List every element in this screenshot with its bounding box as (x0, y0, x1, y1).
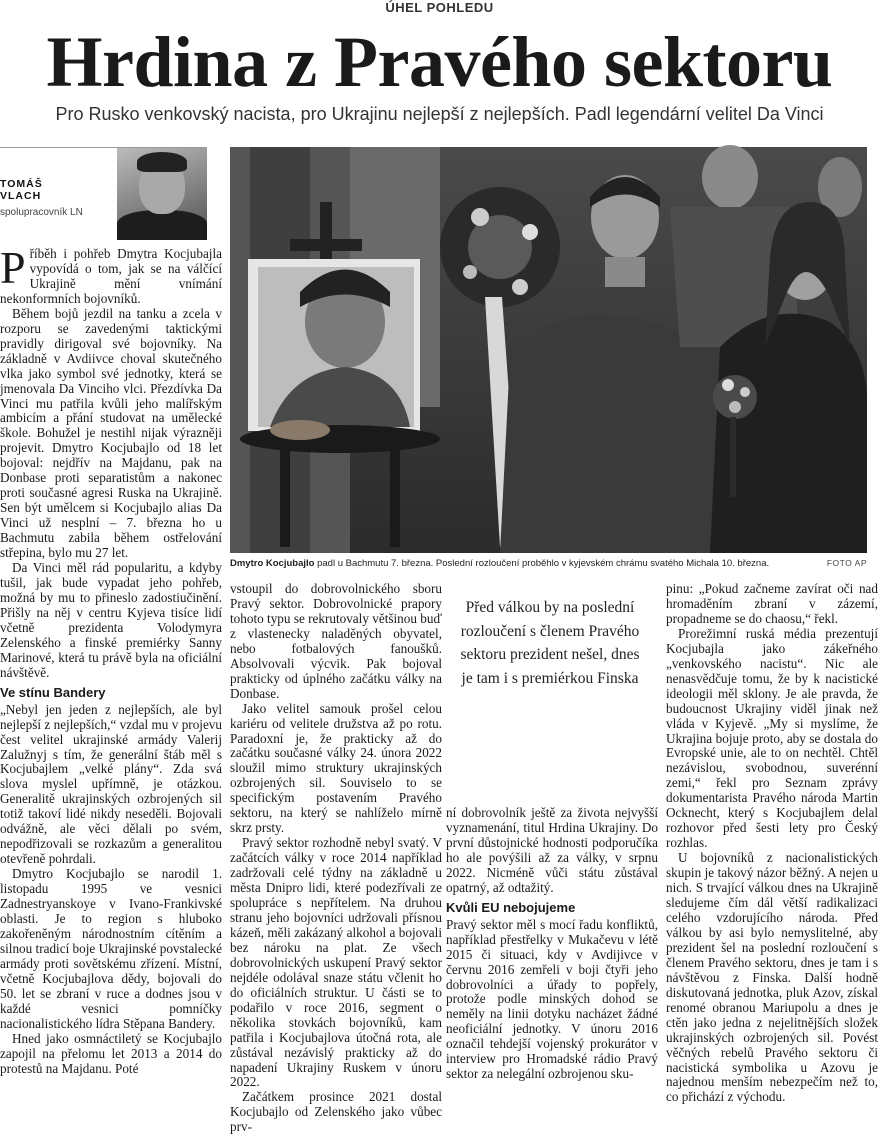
article-column-3: ní dobrovolník ještě za života nejvyšší vyznamenání, titul Hrdina Ukrajiny. Do první důstojnické hodnosti podporučíka ho ale povýšili až za války, v srpnu 2022. Nicméně vůči státu zůstával opatrný, až odtažitý. Kvůli EU nebojujeme Pravý sektor měl s mocí řadu konfliktů, například přestřelky v Mukačevu v létě 2015 či situaci, kdy v Avdijivce v červnu 2016 zemřeli v boji čtyři jeho dobrovolníci a úřady to popřely, protože podle minských dohod se neměly na linii dotyku nacházet žádné neoficiální jednotky. V únoru 2016 označil tehdejší vojenský prokurátor v interview pro Hromadské rádio Pravý sektor za nelegální ozbrojenou sku- (446, 805, 658, 1082)
author-role: spolupracovník LN (0, 207, 83, 218)
photo-caption: Dmytro Kocjubajlo padl u Bachmutu 7. března. Poslední rozloučení proběhlo v kyjevském chrámu svatého Michala 10. března. FOTO AP (230, 558, 867, 569)
article-column-1: Příběh i pohřeb Dmytra Kocjubajla vypovídá o tom, jak se na válčící Ukrajině mění vnímání nekonformních bojovníků. Během bojů jezdil na tanku a zcela v rozporu se zavedenými taktickými pravidly dirigoval své bojovníky. Na základně v Avdiivce choval skutečného vlka jako symbol své jednotky, která se jmenovala Da Vinciho vlci. Přezdívka Da Vinci mu patřila kvůli jeho malířským ambicím a přání studovat na umělecké škole. Bohužel je nestihl nijak výrazněji projevit. Dmytro Kocjubajlo od 18 let bojoval: nejdřív na Majdanu, pak na Donbase proti separatistům a nakonec proti současné agresi Ruska na Ukrajině. Sen být umělcem si Kocjubajlo alias Da Vinci už nesplní – 7. března ho u Bachmutu zabila během ostřelování střepina, bylo mu 27 let. Da Vinci měl rád popularitu, a kdyby tušil, jak bude vypadat jeho pohřeb, možná by mu to přineslo zadostiučinění. Přišly na něj v centru Kyjeva tisíce lidí včetně prezidenta Volodymyra Zelenského a finské premiérky Sanny Marinové, která tu právě byla na oficiální návštěvě. Ve stínu Bandery „Nebyl jen jeden z nejlepších, ale byl nejlepší z nejlepších,“ vzdal mu v projevu čest velitel ukrajinské armády Valerij Zalužnyj s tím, že generální štáb měl s Kocjubajlem „velké plány“. Zda svá slova myslel upřímně, je otázkou. Generalitě ukrajinských ozbrojených sil totiž takoví lidé nikdy neseděli. Bojovali odvážně, ale věci dělali po svém, nepodřizovali se rozkazům a generalitou otevřeně pohrdali. Dmytro Kocjubajlo se narodil 1. listopadu 1995 ve vesnici Zadnestryanskoye v Ivano-Frankivské oblasti. Je to region s hluboko zakořeněným národnostním cítěním a silnou tradicí boje Ukrajinské povstalecké armády proti sovětskému zřízení. Místní, včetně Kocjubajlova dědy, bojovali do 50. let se zbraní v ruce a dodnes jsou v každé vesnici pomníčky nacionalistického lídra Stěpana Bandery. Hned jako osmnáctiletý se Kocjubajlo zapojil na přelomu let 2013 a 2014 do protestů na Majdanu. Poté (0, 242, 222, 1076)
subheadline: Pro Rusko venkovský nacista, pro Ukrajinu nejlepší z nejlepších. Padl legendární velitel Da Vinci (55, 104, 824, 124)
article-column-2: vstoupil do dobrovolnického sboru Pravý sektor. Dobrovolnické prapory tohoto typu se rekrutovaly většinou buď z vlastenecky naladěných obyvatel, nebo fotbalových fanoušků. Absolvovali výcvik. Pak bojoval prakticky od úplného začátku války na Donbase. Jako velitel samouk prošel celou kariéru od velitele družstva až po rotu. Paradoxní je, že prakticky až do začátku současné války 24. února 2022 sloužil mimo struktury ukrajinských ozbrojených sil. Souviselo to se specifickým postavením Pravého sektoru, na který se nahlíželo mírně skrz prsty. Pravý sektor rozhodně nebyl svatý. V začátcích války v roce 2014 například zadržovali celé týdny na základně u města Dnipro lidi, které podezřívali ze spolupráce s nepřítelem. Na druhou stranu jeho bojovníci udržovali přísnou kázeň, měli zakázaný alkohol a bojovali bez nároku na plat. Ze všech dobrovolnických uskupení Pravý sektor nejdéle odolával snaze státu včlenit ho do oficiálních struktur. U části se to podařilo v roce 2016, segment o několika stovkách bojovníků, kam patřila i Kocjubajlova útočná rota, ale zůstával nezávislý prakticky až do napadení Ukrajiny Ruskem v únoru 2022. Začátkem prosince 2021 dostal Kocjubajlo od Zelenského jako vůbec prv- (230, 581, 442, 1135)
article-column-4: pinu: „Pokud začneme zavírat oči nad hromaděním zbraní v zázemí, propadneme se do chaosu,“ řekl. Prorežimní ruská média prezentují Kocjubajla jako zákeřného „venkovského nacistu“. Nic ale nenasvědčuje tomu, že by k nacistické ideologii měl sklony. Je ale pravda, že budoucnost Ukrajiny viděl jinak než vláda v Kyjevě. „My si myslíme, že Ukrajina bojuje proto, aby se dostala do Evropské unie, ale to on nechtěl. Chtěl nezávislou, svobodnou, suverénní zemi,“ řekl pro Seznam zprávy dokumentarista Pravého národa Martin Ocknecht, který s Kocjubajlem delal rozhovor před šesti lety pro Český rozhlas. U bojovníků z nacionalistických skupin je takový názor běžný. A nejen u nich. S trvající válkou dnes na Ukrajině sledujeme čím dál větší radikalizaci celého vzdorujícího národa. Před válkou by asi bylo nemyslitelné, aby prezident šel na poslední rozloučení s členem Pravého sektoru, dnes je tam i s návštěvou z Finska. Další hodně diskutovaná jednotka, pluk Azov, získal renomé obranou Mariupolu a dnes je ctěn jako jedna z nejelitnějších složek ukrajinských ozbrojených sil. Povést věčných rebelů Pravého sektoru či nacistická symbolika u Azovu je najednou menším nebezpečím než to, co přichází z východu. (666, 581, 878, 1105)
section-subtitle: Kvůli EU nebojujeme (446, 899, 576, 915)
author-box (0, 147, 207, 235)
section-rubric: ÚHEL POHLEDU (385, 0, 494, 15)
pull-quote: Před válkou by na poslední rozloučení s členem Pravého sektoru prezident nešel, dnes je tam i s premiérkou Finska (460, 599, 640, 687)
section-subtitle: Ve stínu Bandery (0, 684, 106, 700)
drop-cap: P (0, 242, 26, 293)
photo-credit: FOTO AP (826, 558, 867, 568)
author-name: TOMÁŠ VLACH (0, 178, 43, 202)
news-photo (230, 147, 867, 553)
headline: Hrdina z Pravého sektoru (46, 22, 833, 102)
author-portrait (117, 148, 207, 235)
